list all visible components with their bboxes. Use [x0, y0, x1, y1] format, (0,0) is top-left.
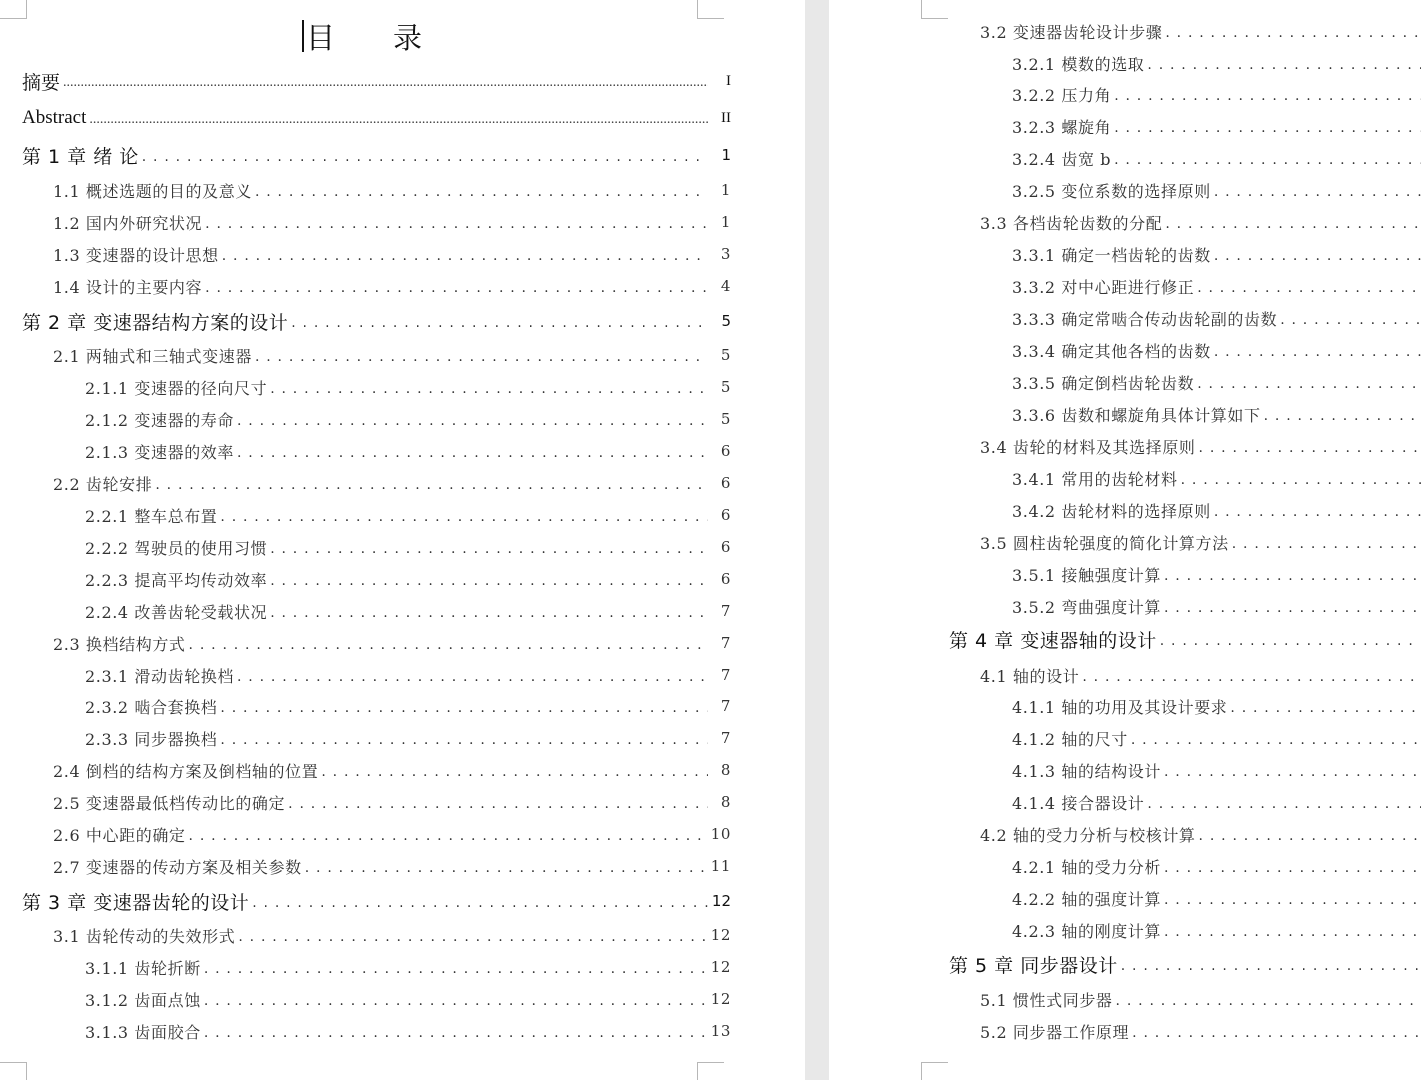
- toc-page-number: 7: [720, 666, 731, 684]
- toc-entry[interactable]: [1012, 242, 1421, 266]
- toc-entry-label: 第 3 章 变速器齿轮的设计: [22, 891, 250, 914]
- toc-page-number: 6: [720, 570, 731, 588]
- toc-entry[interactable]: [1012, 854, 1421, 878]
- toc-entry-label: 4.1.3 轴的结构设计: [1012, 761, 1161, 781]
- toc-dot-leader: [1199, 825, 1421, 844]
- toc-entry-label: 3.3.5 确定倒档齿轮齿数: [1012, 373, 1195, 393]
- toc-dot-leader: [1214, 181, 1421, 200]
- toc-entry[interactable]: [53, 343, 731, 367]
- toc-entry[interactable]: [53, 471, 731, 495]
- toc-dot-leader: [1114, 149, 1421, 168]
- toc-entry[interactable]: [980, 434, 1421, 458]
- toc-entry-label: 1.2 国内外研究状况: [53, 213, 203, 233]
- toc-entry[interactable]: [53, 758, 731, 782]
- toc-page-number: 10: [710, 825, 731, 843]
- toc-entry[interactable]: [85, 1019, 731, 1043]
- page-corner-mark: [921, 0, 948, 19]
- toc-dot-leader: [1121, 953, 1421, 975]
- toc-entry-label: 2.3.2 啮合套换档: [85, 697, 218, 717]
- toc-page-number: 7: [720, 602, 731, 620]
- toc-dot-leader: [1164, 889, 1421, 908]
- toc-entry-label: 第 4 章 变速器轴的设计: [949, 629, 1157, 652]
- toc-dot-leader: [204, 990, 708, 1009]
- toc-entry[interactable]: [980, 210, 1421, 234]
- toc-entry-label: 2.2.1 整车总布置: [85, 506, 218, 526]
- toc-entry[interactable]: [85, 439, 731, 463]
- toc-page-number: 6: [720, 442, 731, 460]
- toc-dot-leader: [1132, 1022, 1421, 1041]
- toc-dot-leader: [142, 144, 708, 166]
- document-page-right: [829, 0, 1421, 1080]
- toc-dot-leader: [220, 506, 708, 525]
- toc-page-number: II: [721, 109, 731, 126]
- toc-entry[interactable]: [1012, 466, 1421, 490]
- toc-entry-label: 2.1 两轴式和三轴式变速器: [53, 346, 252, 366]
- toc-entry[interactable]: [85, 375, 731, 399]
- toc-entry[interactable]: [22, 69, 731, 93]
- toc-entry-label: 摘要: [22, 72, 61, 94]
- toc-entry-label: 3.1.2 齿面点蚀: [85, 990, 201, 1010]
- toc-page-number: 12: [710, 990, 731, 1008]
- toc-entry[interactable]: [980, 987, 1421, 1011]
- toc-entry[interactable]: [53, 790, 731, 814]
- toc-title: [302, 18, 422, 54]
- toc-page-number: 8: [720, 793, 731, 811]
- toc-page-number: 8: [720, 761, 731, 779]
- toc-dot-leader: [1131, 729, 1421, 748]
- toc-dot-leader: [1197, 277, 1421, 296]
- toc-entry-label: 3.5.2 弯曲强度计算: [1012, 597, 1161, 617]
- toc-dot-leader: [189, 634, 708, 653]
- toc-entry-label: 4.2.3 轴的刚度计算: [1012, 921, 1161, 941]
- toc-entry-label: 3.5.1 接触强度计算: [1012, 565, 1161, 585]
- toc-entry[interactable]: [1012, 338, 1421, 362]
- toc-dot-leader: [220, 729, 708, 748]
- toc-dot-leader: [255, 181, 708, 200]
- toc-dot-leader: [1199, 437, 1421, 456]
- toc-entry-label: 3.1.3 齿面胶合: [85, 1022, 201, 1042]
- toc-entry-label: 2.3.1 滑动齿轮换档: [85, 666, 234, 686]
- toc-dot-leader: [189, 825, 708, 844]
- toc-dot-leader: [1164, 565, 1421, 584]
- toc-dot-leader: [255, 346, 708, 365]
- toc-entry[interactable]: [53, 631, 731, 655]
- toc-title-char-2: 录: [393, 20, 423, 55]
- toc-entry-label: 3.5 圆柱齿轮强度的简化计算方法: [980, 533, 1229, 553]
- toc-entry[interactable]: [1012, 51, 1421, 75]
- toc-entry[interactable]: [1012, 758, 1421, 782]
- toc-entry[interactable]: [980, 663, 1421, 687]
- toc-entry-label: 2.5 变速器最低档传动比的确定: [53, 793, 286, 813]
- toc-dot-leader: [1164, 597, 1421, 616]
- toc-entry-label: 2.1.2 变速器的寿命: [85, 410, 234, 430]
- toc-dot-leader: [1214, 245, 1421, 264]
- toc-entry-label: 5.1 惯性式同步器: [980, 990, 1113, 1010]
- toc-dot-leader: [238, 926, 707, 945]
- toc-page-number: 5: [721, 312, 731, 330]
- toc-entry-label: 3.2.4 齿宽 b: [1012, 149, 1112, 169]
- toc-page-number: 1: [720, 213, 731, 231]
- toc-dot-leader: [291, 310, 708, 332]
- toc-dot-leader: [288, 793, 708, 812]
- toc-page-number: 12: [711, 892, 731, 910]
- toc-entry[interactable]: [1012, 562, 1421, 586]
- toc-entry-label: 2.3 换档结构方式: [53, 634, 186, 654]
- toc-entry-label: 3.2.3 螺旋角: [1012, 117, 1112, 137]
- toc-entry[interactable]: [1012, 498, 1421, 522]
- toc-entry-label: 3.3.6 齿数和螺旋角具体计算如下: [1012, 405, 1261, 425]
- toc-page-number: 7: [720, 729, 731, 747]
- toc-entry-label: 3.2.2 压力角: [1012, 85, 1112, 105]
- toc-dot-leader: [222, 245, 708, 264]
- toc-entry[interactable]: [85, 694, 731, 718]
- toc-page-number: 5: [720, 410, 731, 428]
- toc-entry[interactable]: [53, 274, 731, 298]
- toc-entry[interactable]: [53, 178, 731, 202]
- toc-entry-label: 2.2.2 驾驶员的使用习惯: [85, 538, 268, 558]
- toc-page-number: 5: [720, 378, 731, 396]
- toc-entry-label: 第 1 章 绪 论: [22, 145, 139, 168]
- toc-entry-label: 2.4 倒档的结构方案及倒档轴的位置: [53, 761, 319, 781]
- toc-entry-label: 4.1.4 接合器设计: [1012, 793, 1145, 813]
- toc-entry-label: 4.1.2 轴的尺寸: [1012, 729, 1128, 749]
- toc-page-number: 12: [710, 958, 731, 976]
- toc-entry-label: 3.2.5 变位系数的选择原则: [1012, 181, 1211, 201]
- toc-entry-label: 3.2 变速器齿轮设计步骤: [980, 22, 1163, 42]
- toc-entry[interactable]: [85, 663, 731, 687]
- toc-entry-label: 第 2 章 变速器结构方案的设计: [22, 311, 289, 334]
- toc-entry[interactable]: [1012, 790, 1421, 814]
- toc-page-number: 4: [720, 277, 731, 295]
- toc-entry[interactable]: [53, 242, 731, 266]
- toc-page-number: 13: [710, 1022, 731, 1040]
- toc-entry[interactable]: [85, 726, 731, 750]
- toc-entry-label: 5.2 同步器工作原理: [980, 1022, 1130, 1042]
- toc-dot-leader: [1164, 761, 1421, 780]
- toc-entry-label: 2.1.3 变速器的效率: [85, 442, 234, 462]
- toc-entry[interactable]: [1012, 370, 1421, 394]
- toc-dot-leader: [1160, 628, 1421, 650]
- toc-dot-leader: [1147, 54, 1421, 73]
- toc-entry[interactable]: [1012, 886, 1421, 910]
- toc-dot-leader: [205, 277, 708, 296]
- toc-entry-label: 3.4 齿轮的材料及其选择原则: [980, 437, 1196, 457]
- toc-entry[interactable]: [1012, 146, 1421, 170]
- toc-entry-label: 3.4.1 常用的齿轮材料: [1012, 469, 1178, 489]
- toc-dot-leader: [155, 474, 708, 493]
- toc-entry-label: 1.1 概述选题的目的及意义: [53, 181, 252, 201]
- toc-dot-leader: [1230, 697, 1421, 716]
- toc-entry[interactable]: [85, 567, 731, 591]
- toc-dot-leader: [1114, 85, 1421, 104]
- toc-dot-leader: [204, 958, 708, 977]
- toc-dot-leader: [270, 570, 708, 589]
- toc-entry-label: 1.4 设计的主要内容: [53, 277, 203, 297]
- toc-dot-leader: [321, 761, 708, 780]
- toc-entry[interactable]: [85, 503, 731, 527]
- toc-entry-label: 3.3.1 确定一档齿轮的齿数: [1012, 245, 1211, 265]
- toc-entry[interactable]: [1012, 114, 1421, 138]
- toc-dot-leader: [220, 697, 708, 716]
- toc-entry-label: 3.2.1 模数的选取: [1012, 54, 1145, 74]
- toc-entry-label: 4.2.2 轴的强度计算: [1012, 889, 1161, 909]
- toc-dot-leader: [237, 666, 708, 685]
- toc-dot-leader: [1082, 666, 1421, 685]
- toc-chapter-entry[interactable]: [22, 143, 731, 167]
- toc-entry[interactable]: [85, 535, 731, 559]
- toc-page-number: 12: [710, 926, 731, 944]
- toc-entry[interactable]: [980, 530, 1421, 554]
- toc-title-char-1: 目: [306, 20, 336, 55]
- toc-dot-leader: [1147, 793, 1421, 812]
- toc-entry-label: 3.1 齿轮传动的失效形式: [53, 926, 236, 946]
- toc-dot-leader: [63, 70, 708, 92]
- toc-chapter-entry[interactable]: [949, 952, 1421, 976]
- toc-entry-label: 2.3.3 同步器换档: [85, 729, 218, 749]
- toc-dot-leader: [1214, 501, 1421, 520]
- page-corner-mark: [697, 1062, 724, 1080]
- toc-entry[interactable]: [1012, 726, 1421, 750]
- toc-entry[interactable]: [22, 106, 731, 130]
- toc-entry-label: 1.3 变速器的设计思想: [53, 245, 219, 265]
- toc-dot-leader: [270, 378, 708, 397]
- toc-entry[interactable]: [1012, 82, 1421, 106]
- toc-dot-leader: [237, 442, 708, 461]
- toc-entry-label: 2.2.4 改善齿轮受载状况: [85, 602, 268, 622]
- toc-page-number: 7: [720, 634, 731, 652]
- toc-entry-label: 3.1.1 齿轮折断: [85, 958, 201, 978]
- toc-entry[interactable]: [53, 210, 731, 234]
- toc-entry[interactable]: [1012, 274, 1421, 298]
- toc-entry-label: 3.4.2 齿轮材料的选择原则: [1012, 501, 1211, 521]
- toc-entry-label: 2.2.3 提高平均传动效率: [85, 570, 268, 590]
- toc-chapter-entry[interactable]: [22, 309, 731, 333]
- page-corner-mark: [697, 0, 724, 19]
- toc-entry[interactable]: [85, 955, 731, 979]
- toc-dot-leader: [270, 602, 708, 621]
- toc-entry-label: 3.3.2 对中心距进行修正: [1012, 277, 1195, 297]
- toc-dot-leader: [1214, 341, 1421, 360]
- toc-chapter-entry[interactable]: [949, 627, 1421, 651]
- toc-entry[interactable]: [980, 19, 1421, 43]
- toc-entry-label: 4.2 轴的受力分析与校核计算: [980, 825, 1196, 845]
- toc-entry-label: 3.3.4 确定其他各档的齿数: [1012, 341, 1211, 361]
- toc-entry-label: 4.2.1 轴的受力分析: [1012, 857, 1161, 877]
- toc-page-number: 6: [720, 538, 731, 556]
- toc-entry[interactable]: [1012, 918, 1421, 942]
- toc-entry[interactable]: [85, 407, 731, 431]
- toc-entry-label: Abstract: [22, 107, 87, 128]
- toc-entry-label: 2.6 中心距的确定: [53, 825, 186, 845]
- toc-dot-leader: [1165, 22, 1421, 41]
- toc-dot-leader: [1280, 309, 1421, 328]
- toc-entry[interactable]: [53, 923, 731, 947]
- toc-entry[interactable]: [1012, 306, 1421, 330]
- toc-entry-label: 4.1 轴的设计: [980, 666, 1080, 686]
- toc-entry[interactable]: [1012, 178, 1421, 202]
- toc-entry-label: 4.1.1 轴的功用及其设计要求: [1012, 697, 1228, 717]
- toc-entry-label: 3.3 各档齿轮齿数的分配: [980, 213, 1163, 233]
- toc-dot-leader: [1164, 857, 1421, 876]
- toc-page-number: 1: [720, 181, 731, 199]
- toc-dot-leader: [1232, 533, 1421, 552]
- toc-page-number: 3: [720, 245, 731, 263]
- toc-dot-leader: [204, 1022, 708, 1041]
- toc-entry[interactable]: [85, 599, 731, 623]
- toc-entry-label: 2.1.1 变速器的径向尺寸: [85, 378, 268, 398]
- toc-page-number: I: [726, 72, 731, 89]
- toc-entry-label: 2.7 变速器的传动方案及相关参数: [53, 857, 302, 877]
- toc-page-number: 6: [720, 506, 731, 524]
- toc-page-number: 6: [720, 474, 731, 492]
- toc-entry-label: 3.3.3 确定常啮合传动齿轮副的齿数: [1012, 309, 1278, 329]
- toc-entry-label: 第 5 章 同步器设计: [949, 954, 1118, 977]
- toc-page-number: 1: [721, 146, 731, 164]
- page-corner-mark: [921, 1062, 948, 1080]
- toc-entry[interactable]: [85, 987, 731, 1011]
- toc-entry[interactable]: [980, 822, 1421, 846]
- toc-chapter-entry[interactable]: [22, 889, 731, 913]
- toc-dot-leader: [305, 857, 708, 876]
- toc-entry[interactable]: [53, 854, 731, 878]
- toc-entry[interactable]: [1012, 694, 1421, 718]
- toc-dot-leader: [205, 213, 708, 232]
- page-corner-mark: [0, 1062, 27, 1080]
- toc-dot-leader: [237, 410, 708, 429]
- toc-entry[interactable]: [1012, 402, 1421, 426]
- text-cursor: [302, 20, 304, 52]
- page-corner-mark: [0, 0, 27, 19]
- toc-entry[interactable]: [980, 1019, 1421, 1043]
- toc-page-number: 5: [720, 346, 731, 364]
- toc-dot-leader: [1114, 117, 1421, 136]
- toc-dot-leader: [1116, 990, 1421, 1009]
- toc-dot-leader: [1164, 921, 1421, 940]
- toc-dot-leader: [89, 107, 708, 129]
- toc-entry[interactable]: [53, 822, 731, 846]
- toc-dot-leader: [1197, 373, 1421, 392]
- toc-dot-leader: [1165, 213, 1421, 232]
- toc-dot-leader: [270, 538, 708, 557]
- toc-dot-leader: [252, 890, 708, 912]
- toc-entry-label: 2.2 齿轮安排: [53, 474, 153, 494]
- toc-entry[interactable]: [1012, 594, 1421, 618]
- toc-dot-leader: [1264, 405, 1421, 424]
- toc-page-number: 11: [710, 857, 731, 875]
- toc-dot-leader: [1181, 469, 1421, 488]
- toc-page-number: 7: [720, 697, 731, 715]
